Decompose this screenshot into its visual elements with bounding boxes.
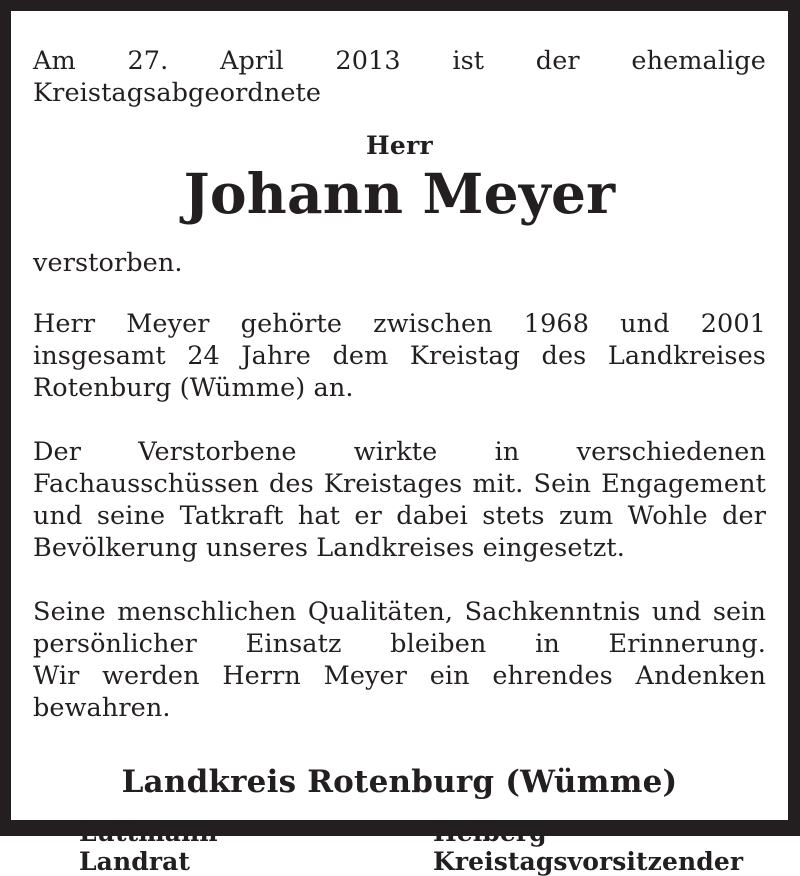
obituary-notice-card [11, 11, 788, 876]
signatories-row [33, 818, 766, 876]
signature-block [33, 764, 766, 876]
paragraph-verstorben: verstorben. [33, 248, 183, 278]
paragraph-remembrance [33, 596, 766, 724]
issuing-authority: Landkreis Rotenburg (Wümme) [121, 764, 678, 800]
signatory-kreistagsvorsitzender-name: Helberg [433, 818, 547, 847]
signatory-landrat-name: Luttmann [79, 818, 218, 847]
deceased-salutation: Herr [365, 131, 434, 160]
remembrance-line-two: Wir werden Herrn Meyer ein ehrendes Andenken bewahren. [33, 661, 766, 723]
signatory-kreistagsvorsitzender [433, 818, 766, 876]
opening-line: Am 27. April 2013 ist der ehemalige Kreistagsabgeordnete [33, 46, 766, 108]
deceased-name-block [33, 131, 766, 225]
paragraph-service-years: Herr Meyer gehörte zwischen 1968 und 2001 insgesamt 24 Jahre dem Kreistag des Landkreises Rotenburg (Wümme) an. [33, 309, 766, 403]
signatory-landrat-role: Landrat [79, 847, 191, 876]
paragraph-committee-work: Der Verstorbene wirkte in verschiedenen Fachausschüssen des Kreistages mit. Sein Engagement und seine Tatkraft hat er dabei stets zum Wohle der Bevölkerung unseres Landkreises eingesetzt. [33, 437, 766, 563]
signatory-kreistagsvorsitzender-role: Kreistagsvorsitzender [433, 847, 744, 876]
remembrance-line-one: Seine menschlichen Qualitäten, Sachkenntnis und sein persönlicher Einsatz bleiben in Erinnerung. [33, 597, 766, 659]
deceased-name: Johann Meyer [183, 161, 616, 226]
signatory-landrat [79, 818, 433, 876]
